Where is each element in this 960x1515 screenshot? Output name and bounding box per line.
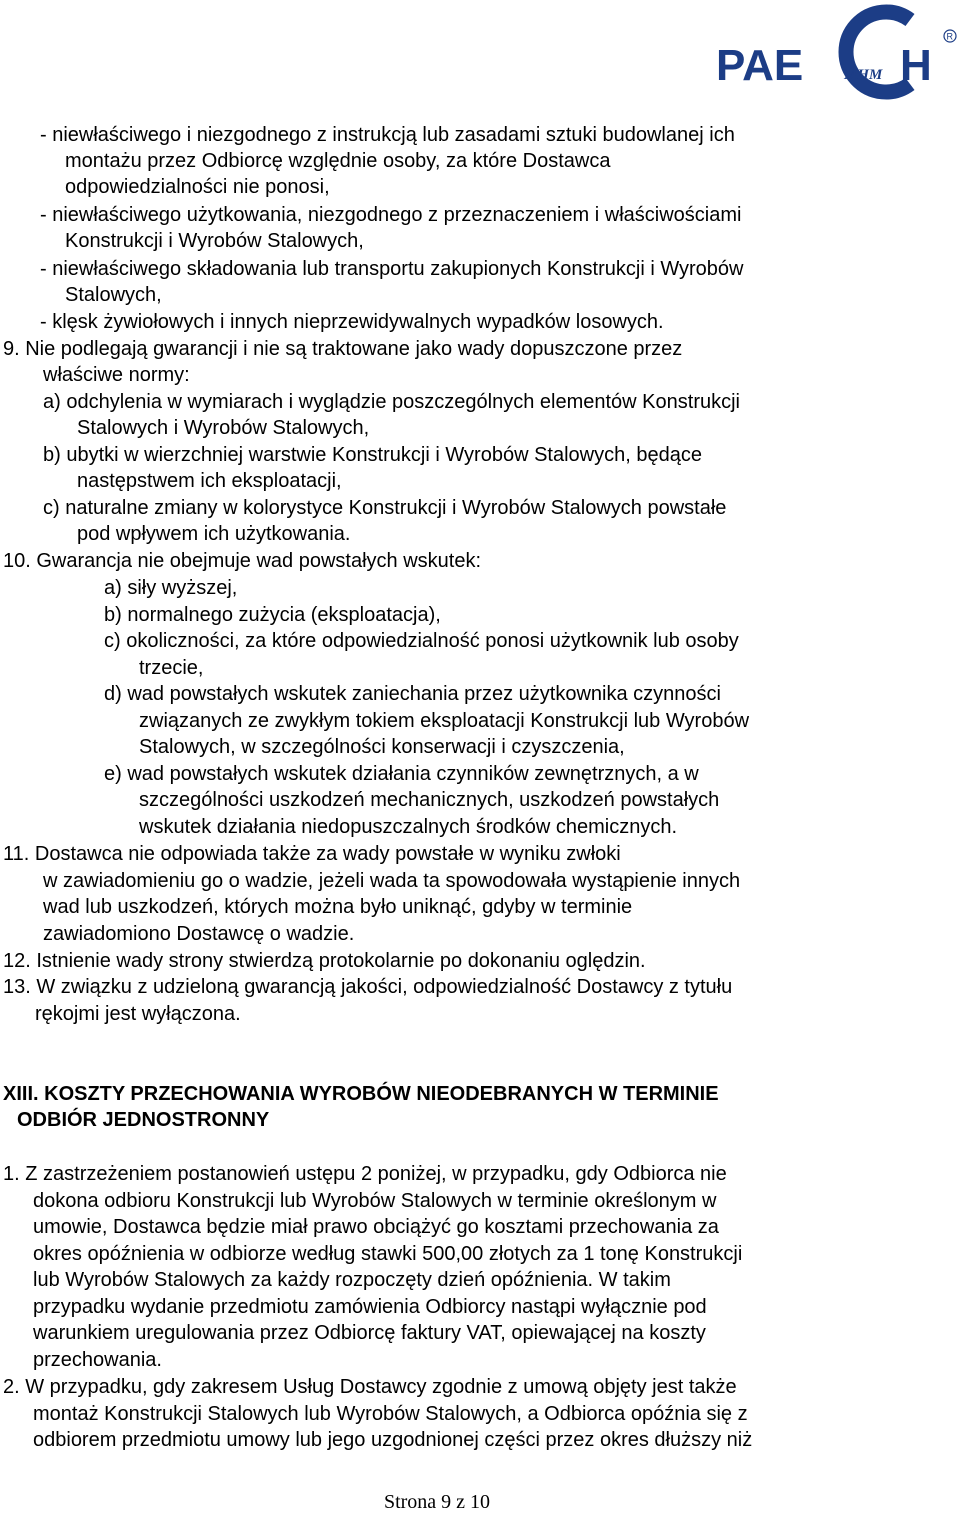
text-line: Stalowych, <box>65 284 162 306</box>
text-line: 1. Z zastrzeżeniem postanowień ustępu 2 poniżej, w przypadku, gdy Odbiorca nie <box>3 1163 727 1185</box>
text-line: wad lub uszkodzeń, których można było uniknąć, gdyby w terminie <box>43 896 633 918</box>
text-line: d) wad powstałych wskutek zaniechania przez użytkownika czynności <box>104 683 721 705</box>
page-number-footer: Strona 9 z 10 <box>383 1491 491 1513</box>
text-line: 9. Nie podlegają gwarancji i nie są traktowane jako wady dopuszczone przez <box>3 338 683 360</box>
text-line: - klęsk żywiołowych i innych nieprzewidywalnych wypadków losowych. <box>40 311 664 333</box>
logo-text-pae: PAE <box>716 41 804 90</box>
text-line: montaż Konstrukcji Stalowych lub Wyrobów Stalowych, a Odbiorca opóźnia się z <box>33 1403 748 1425</box>
text-line: przypadku wydanie przedmiotu zamówienia Odbiorcy nastąpi wyłącznie pod <box>33 1296 707 1318</box>
text-line: Stalowych i Wyrobów Stalowych, <box>77 417 370 439</box>
text-line: umowie, Dostawca będzie miał prawo obciążyć go kosztami przechowania za <box>33 1216 719 1238</box>
paech-logo <box>714 2 958 102</box>
text-line: b) ubytki w wierzchniej warstwie Konstrukcji i Wyrobów Stalowych, będące <box>43 444 702 466</box>
logo-text-h: H <box>900 41 932 90</box>
text-line: 2. W przypadku, gdy zakresem Usług Dostawcy zgodnie z umową objęty jest także <box>3 1376 737 1398</box>
text-line: c) okoliczności, za które odpowiedzialność ponosi użytkownik lub osoby <box>104 630 739 652</box>
text-line: dokona odbioru Konstrukcji lub Wyrobów Stalowych w terminie określonym w <box>33 1190 717 1212</box>
text-line: lub Wyrobów Stalowych za każdy rozpoczęty dzień opóźnienia. W takim <box>33 1269 671 1291</box>
text-line: montażu przez Odbiorcę względnie osoby, za które Dostawca <box>65 150 611 172</box>
text-line: warunkiem uregulowania przez Odbiorcę faktury VAT, opiewającej na koszty <box>33 1322 706 1344</box>
text-line: trzecie, <box>139 657 204 679</box>
text-line: właściwe normy: <box>43 364 190 386</box>
logo-subtext: MHM <box>844 67 883 83</box>
text-line: b) normalnego zużycia (eksploatacja), <box>104 604 441 626</box>
text-line: związanych ze zwykłym tokiem eksploatacji Konstrukcji lub Wyrobów <box>139 710 750 732</box>
text-line: pod wpływem ich użytkowania. <box>77 523 351 545</box>
section-heading: XIII. KOSZTY PRZECHOWANIA WYROBÓW NIEODEBRANYCH W TERMINIE <box>3 1083 719 1105</box>
text-line: c) naturalne zmiany w kolorystyce Konstrukcji i Wyrobów Stalowych powstałe <box>43 497 727 519</box>
text-line: Stalowych, w szczególności konserwacji i czyszczenia, <box>139 736 625 758</box>
text-line: szczególności uszkodzeń mechanicznych, uszkodzeń powstałych <box>139 789 720 811</box>
text-line: 10. Gwarancja nie obejmuje wad powstałych wskutek: <box>3 550 482 572</box>
text-line: okres opóźnienia w odbiorze według stawki 500,00 złotych za 1 tonę Konstrukcji <box>33 1243 743 1265</box>
text-line: a) odchylenia w wymiarach i wyglądzie poszczególnych elementów Konstrukcji <box>43 391 740 413</box>
text-line: - niewłaściwego użytkowania, niezgodnego z przeznaczeniem i właściwościami <box>40 204 742 226</box>
text-line: zawiadomiono Dostawcę o wadzie. <box>43 923 355 945</box>
text-line: odbiorem przedmiotu umowy lub jego uzgodnionej części przez okres dłuższy niż <box>33 1429 753 1451</box>
text-line: e) wad powstałych wskutek działania czynników zewnętrznych, a w <box>104 763 699 785</box>
text-line: 11. Dostawca nie odpowiada także za wady powstałe w wyniku zwłoki <box>3 843 621 865</box>
text-line: 12. Istnienie wady strony stwierdzą protokolarnie po dokonaniu oględzin. <box>3 950 646 972</box>
text-line: 13. W związku z udzieloną gwarancją jakości, odpowiedzialność Dostawcy z tytułu <box>3 976 733 998</box>
text-line: wskutek działania niedopuszczalnych środków chemicznych. <box>139 816 678 838</box>
text-line: rękojmi jest wyłączona. <box>35 1003 241 1025</box>
text-line: Konstrukcji i Wyrobów Stalowych, <box>65 230 364 252</box>
text-line: - niewłaściwego składowania lub transportu zakupionych Konstrukcji i Wyrobów <box>40 258 744 280</box>
text-line: w zawiadomieniu go o wadzie, jeżeli wada ta spowodowała wystąpienie innych <box>43 870 741 892</box>
text-line: a) siły wyższej, <box>104 577 238 599</box>
text-line: następstwem ich eksploatacji, <box>77 470 342 492</box>
text-line: - niewłaściwego i niezgodnego z instrukcją lub zasadami sztuki budowlanej ich <box>40 124 735 146</box>
logo-registered-mark: R <box>946 31 953 42</box>
text-line: przechowania. <box>33 1349 162 1371</box>
section-heading: ODBIÓR JEDNOSTRONNY <box>17 1109 270 1131</box>
text-line: odpowiedzialności nie ponosi, <box>65 176 330 198</box>
